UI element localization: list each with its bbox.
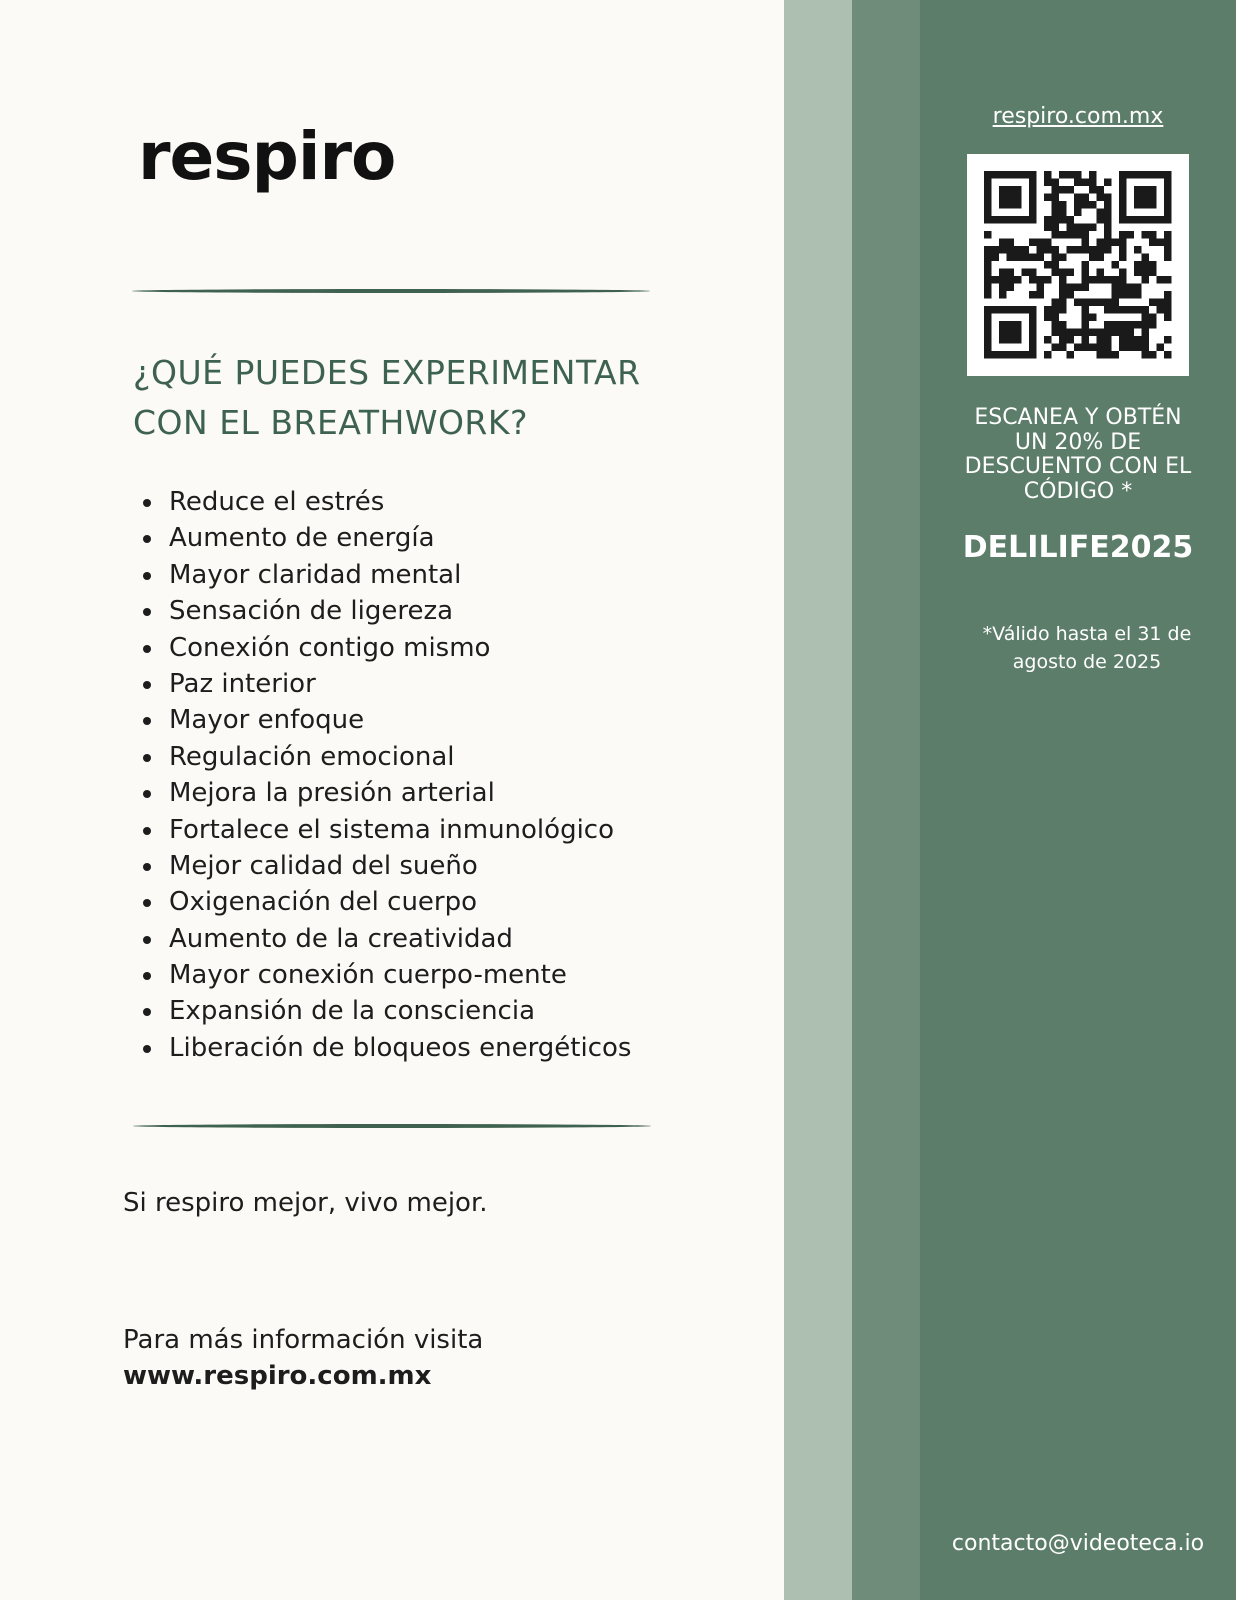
- list-item: Mejor calidad del sueño: [138, 848, 631, 884]
- brand-logo: respiro: [138, 118, 396, 195]
- benefits-list: [138, 484, 631, 1066]
- list-item: Mejora la presión arterial: [138, 775, 631, 811]
- list-item: Paz interior: [138, 666, 631, 702]
- heading-line-1: ¿QUÉ PUEDES EXPERIMENTAR: [133, 353, 641, 392]
- more-info-prefix: Para más información visita: [123, 1325, 484, 1355]
- list-item: Aumento de energía: [138, 520, 631, 556]
- divider-bottom: [133, 1124, 651, 1128]
- list-item: Fortalece el sistema inmunológico: [138, 812, 631, 848]
- page-heading: [133, 348, 753, 448]
- website-link[interactable]: www.respiro.com.mx: [123, 1361, 432, 1391]
- decorative-stripe-light: [784, 0, 852, 1600]
- promo-line: DESCUENTO CON EL: [964, 454, 1192, 479]
- list-item: Mayor conexión cuerpo-mente: [138, 957, 631, 993]
- list-item: Regulación emocional: [138, 739, 631, 775]
- validity-line: *Válido hasta el 31 de: [982, 623, 1192, 645]
- list-item: Reduce el estrés: [138, 484, 631, 520]
- tagline: Si respiro mejor, vivo mejor.: [123, 1188, 488, 1218]
- list-item: Aumento de la creatividad: [138, 921, 631, 957]
- list-item: Sensación de ligereza: [138, 593, 631, 629]
- divider-top: [132, 289, 650, 293]
- site-link[interactable]: respiro.com.mx: [992, 104, 1164, 129]
- qr-code: [967, 154, 1189, 376]
- decorative-stripe-mid: [852, 0, 920, 1600]
- more-info: [123, 1322, 483, 1394]
- list-item: Conexión contigo mismo: [138, 630, 631, 666]
- list-item: Liberación de bloqueos energéticos: [138, 1030, 631, 1066]
- contact-email[interactable]: contacto@videoteca.io: [951, 1531, 1205, 1556]
- promo-text: [944, 406, 1212, 504]
- list-item: Mayor enfoque: [138, 702, 631, 738]
- promo-line: UN 20% DE: [1014, 429, 1142, 455]
- promo-line: CÓDIGO *: [1023, 478, 1133, 504]
- promo-line: ESCANEA Y OBTÉN: [974, 405, 1182, 430]
- list-item: Expansión de la consciencia: [138, 993, 631, 1029]
- discount-code: DELILIFE2025: [962, 530, 1194, 565]
- list-item: Mayor claridad mental: [138, 557, 631, 593]
- qr-code-image: [967, 154, 1189, 376]
- validity-line: agosto de 2025: [1012, 651, 1162, 673]
- heading-line-2: CON EL BREATHWORK?: [133, 403, 529, 442]
- list-item: Oxigenación del cuerpo: [138, 884, 631, 920]
- validity-note: [962, 620, 1212, 676]
